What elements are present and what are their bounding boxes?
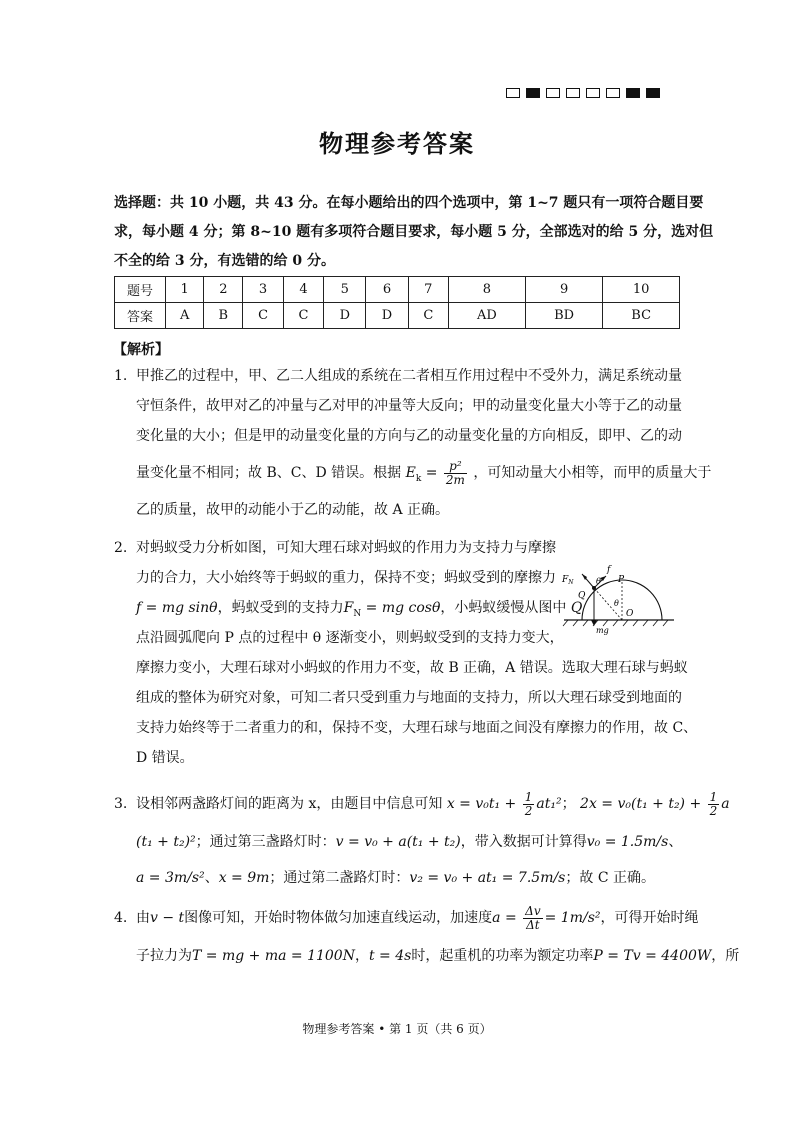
answer-cell: C — [243, 303, 283, 329]
fraction-numerator: Δv — [525, 903, 541, 918]
q2-text: 摩擦力变小，大理石球对小蚂蚁的作用力不变，故 B 正确，A 错误。选取大理石球与蚂蚁 — [136, 660, 688, 676]
arrow-head — [600, 576, 606, 581]
code-box — [546, 88, 560, 98]
question-number: 4 — [283, 277, 323, 303]
question-number: 7 — [408, 277, 448, 303]
q3-formula: (t₁ + t₂)² — [136, 834, 196, 850]
answer-cell: C — [408, 303, 448, 329]
q3-text: ，带入数据可计算得 — [460, 834, 587, 850]
question-number: 9 — [525, 277, 602, 303]
q1-text: 甲推乙的过程中，甲、乙二人组成的系统在二者相互作用过程中不受外力，满足系统动量 — [136, 368, 682, 384]
q4-text: ， — [354, 948, 369, 964]
q1-text: 量变化量不相同；故 B、C、D 错误。根据 — [136, 465, 402, 481]
answer-cell: BC — [603, 303, 680, 329]
q4-formula: T = mg + ma = 1100N — [192, 948, 355, 964]
q3-text: ；故 C 正确。 — [565, 870, 655, 886]
q2-text: 支持力始终等于二者重力的和，保持不变，大理石球与地面之间没有摩擦力的作用，故 C、 — [136, 720, 698, 736]
q4-text: 时，起重机的功率为额定功率 — [411, 948, 594, 964]
q3-formula: a — [721, 796, 730, 812]
q3-formula: x = 9m — [218, 870, 270, 886]
q4-text: 图像可知，开始时物体做匀加速直线运动，加速度 — [184, 910, 493, 926]
answer-cell: C — [283, 303, 323, 329]
answer-cell: A — [166, 303, 204, 329]
q3-text: ； — [561, 796, 576, 812]
q2-text: ，小蚂蚁缓慢从图中 — [440, 600, 567, 616]
solution-q3 — [114, 784, 730, 896]
row-header: 答案 — [115, 303, 166, 329]
q3-formula: v = v₀ + a(t₁ + t₂) — [335, 834, 461, 850]
question-number: 2 — [204, 277, 243, 303]
document-code-boxes — [506, 88, 660, 98]
label-mg: mg — [596, 626, 609, 635]
choice-intro — [114, 189, 714, 276]
label-o: O — [626, 609, 634, 619]
q4-text: 子拉力为 — [136, 948, 192, 964]
fraction-denominator: 2m — [445, 472, 465, 487]
code-box — [626, 88, 640, 98]
table-row-numbers — [115, 277, 680, 303]
half-fraction — [523, 791, 535, 818]
friction-formula: f = mg sinθ — [136, 600, 218, 616]
question-number: 5 — [324, 277, 366, 303]
acceleration-fraction — [523, 905, 542, 932]
question-number-label: 2. — [114, 540, 128, 556]
q2-text: 对蚂蚁受力分析如图，可知大理石球对蚂蚁的作用力为支持力与摩擦 — [136, 540, 556, 556]
answer-cell: D — [324, 303, 366, 329]
q3-formula: v₂ = v₀ + at₁ = 7.5m/s — [409, 870, 566, 886]
q4-formula: v − t — [150, 910, 185, 926]
normal-force-symbol: F — [343, 600, 354, 616]
question-number: 6 — [366, 277, 408, 303]
q1-text: 守恒条件，故甲对乙的冲量与乙对甲的冲量等大反向；甲的动量变化量大小等于乙的动量 — [136, 398, 682, 414]
fraction-numerator: 1 — [524, 789, 533, 804]
question-number-label: 1. — [114, 368, 128, 384]
q3-text: ；通过第二盏路灯时： — [269, 870, 410, 886]
intro-line: 不全的给 3 分，有选错的给 0 分。 — [114, 253, 335, 269]
q1-text: ，可知动量大小相等，而甲的质量大于 — [473, 465, 712, 481]
q4-formula: P = Tv = 4400W — [593, 948, 712, 964]
label-theta: θ — [596, 577, 601, 586]
code-box — [646, 88, 660, 98]
question-number-label: 3. — [114, 796, 128, 812]
label-q: Q — [578, 591, 586, 601]
q2-text: D 错误。 — [136, 750, 194, 766]
intro-line: 选择题：共 10 小题，共 43 分。在每小题给出的四个选项中，第 1~7 题只有一项符合题目要 — [114, 195, 704, 211]
table-row-answers — [115, 303, 680, 329]
q4-formula: t = 4s — [368, 948, 412, 964]
q2-text: 组成的整体为研究对象，可知二者只受到重力与地面的支持力，所以大理石球受到地面的 — [136, 690, 682, 706]
label-p: P — [618, 575, 625, 585]
q4-text: ，所 — [711, 948, 740, 964]
question-number-label: 4. — [114, 910, 128, 926]
q2-text: ，蚂蚁受到的支持力 — [217, 600, 344, 616]
answer-cell: BD — [525, 303, 602, 329]
fraction-numerator: p² — [444, 460, 467, 474]
page-title: 物理参考答案 — [319, 129, 475, 158]
question-number: 3 — [243, 277, 283, 303]
question-number: 8 — [449, 277, 526, 303]
code-box — [566, 88, 580, 98]
answer-cell: AD — [449, 303, 526, 329]
q3-text: ；通过第三盏路灯时： — [195, 834, 336, 850]
q3-text: 、 — [668, 834, 683, 850]
point-q-label: Q — [566, 600, 583, 616]
code-box — [606, 88, 620, 98]
q3-formula: at₁² — [536, 796, 562, 812]
fraction-numerator: 1 — [709, 789, 718, 804]
analysis-heading: 【解析】 — [113, 342, 169, 358]
q4-text: 由 — [136, 910, 150, 926]
question-number: 10 — [603, 277, 680, 303]
q2-text: 力的合力，大小始终等于蚂蚁的重力，保持不变；蚂蚁受到的摩擦力 — [136, 570, 556, 586]
q2-text: 点沿圆弧爬向 P 点的过程中 θ 逐渐变小，则蚂蚁受到的支持力变大， — [136, 630, 564, 646]
label-f: f — [607, 565, 611, 575]
fraction-denominator: 2 — [524, 803, 533, 818]
code-box — [526, 88, 540, 98]
kinetic-energy-symbol: E — [405, 465, 416, 481]
page-footer: 物理参考答案 • 第 1 页（共 6 页） — [302, 1022, 492, 1036]
code-box — [586, 88, 600, 98]
q4-text: ，可得开始时绳 — [600, 910, 699, 926]
q3-text: 设相邻两盏路灯间的距离为 x，由题目中信息可知 — [136, 796, 443, 812]
q4-formula: a = — [492, 910, 517, 926]
answer-cell: D — [366, 303, 408, 329]
half-fraction — [708, 791, 720, 818]
label-theta: θ — [614, 599, 619, 608]
label-fn: $F_N$ — [562, 575, 574, 586]
q3-formula: 2x = v₀(t₁ + t₂) + — [580, 796, 702, 812]
question-number: 1 — [166, 277, 204, 303]
normal-force-formula: = mg cosθ — [361, 600, 441, 616]
solution-q4 — [114, 898, 740, 974]
q3-text: 、 — [204, 870, 219, 886]
intro-line: 求，每小题 4 分；第 8~10 题有多项符合题目要求，每小题 5 分，全部选对的给 5 分，选对但 — [114, 224, 714, 240]
q3-formula: a = 3m/s² — [136, 870, 205, 886]
q4-formula: = 1m/s² — [544, 910, 601, 926]
normal-force-subscript: N — [353, 608, 362, 619]
fraction-denominator: 2 — [709, 803, 718, 818]
q3-formula: v₀ = 1.5m/s — [586, 834, 669, 850]
q3-formula: x = v₀t₁ + — [446, 796, 517, 812]
answer-table — [114, 276, 680, 329]
solution-q1: 1. 甲推乙的过程中，甲、乙二人组成的系统在二者相互作用过程中不受外力，满足系统动量 守恒条件，故甲对乙的冲量与乙对甲的冲量等大反向；甲的动量变化量大小等于乙的动量 变化量的大小；但是甲的动量变化量的方向与乙的动量变化量的方向相反，即甲、乙的动 量变化量不相同；故 B、C、D 错误。根据 $E_k$ = $\frac{\text{p²}}{2m}$ ，可知动量大小相等，而甲的质量大于 乙的质量，故甲的动能小于乙的动能，故 A 正确。 — [136, 361, 711, 525]
fraction-denominator: Δt — [526, 917, 540, 932]
ground-hatch — [563, 620, 668, 626]
answer-cell: B — [204, 303, 243, 329]
ant-force-diagram — [560, 560, 678, 636]
code-box — [506, 88, 520, 98]
kinetic-energy-fraction — [444, 460, 467, 487]
q1-text: 变化量的大小；但是甲的动量变化量的方向与乙的动量变化量的方向相反，即甲、乙的动 — [136, 428, 682, 444]
ant-point — [592, 586, 596, 590]
kinetic-energy-subscript: k — [415, 473, 422, 484]
row-header: 题号 — [115, 277, 166, 303]
q1-text: 乙的质量，故甲的动能小于乙的动能，故 A 正确。 — [136, 502, 450, 518]
